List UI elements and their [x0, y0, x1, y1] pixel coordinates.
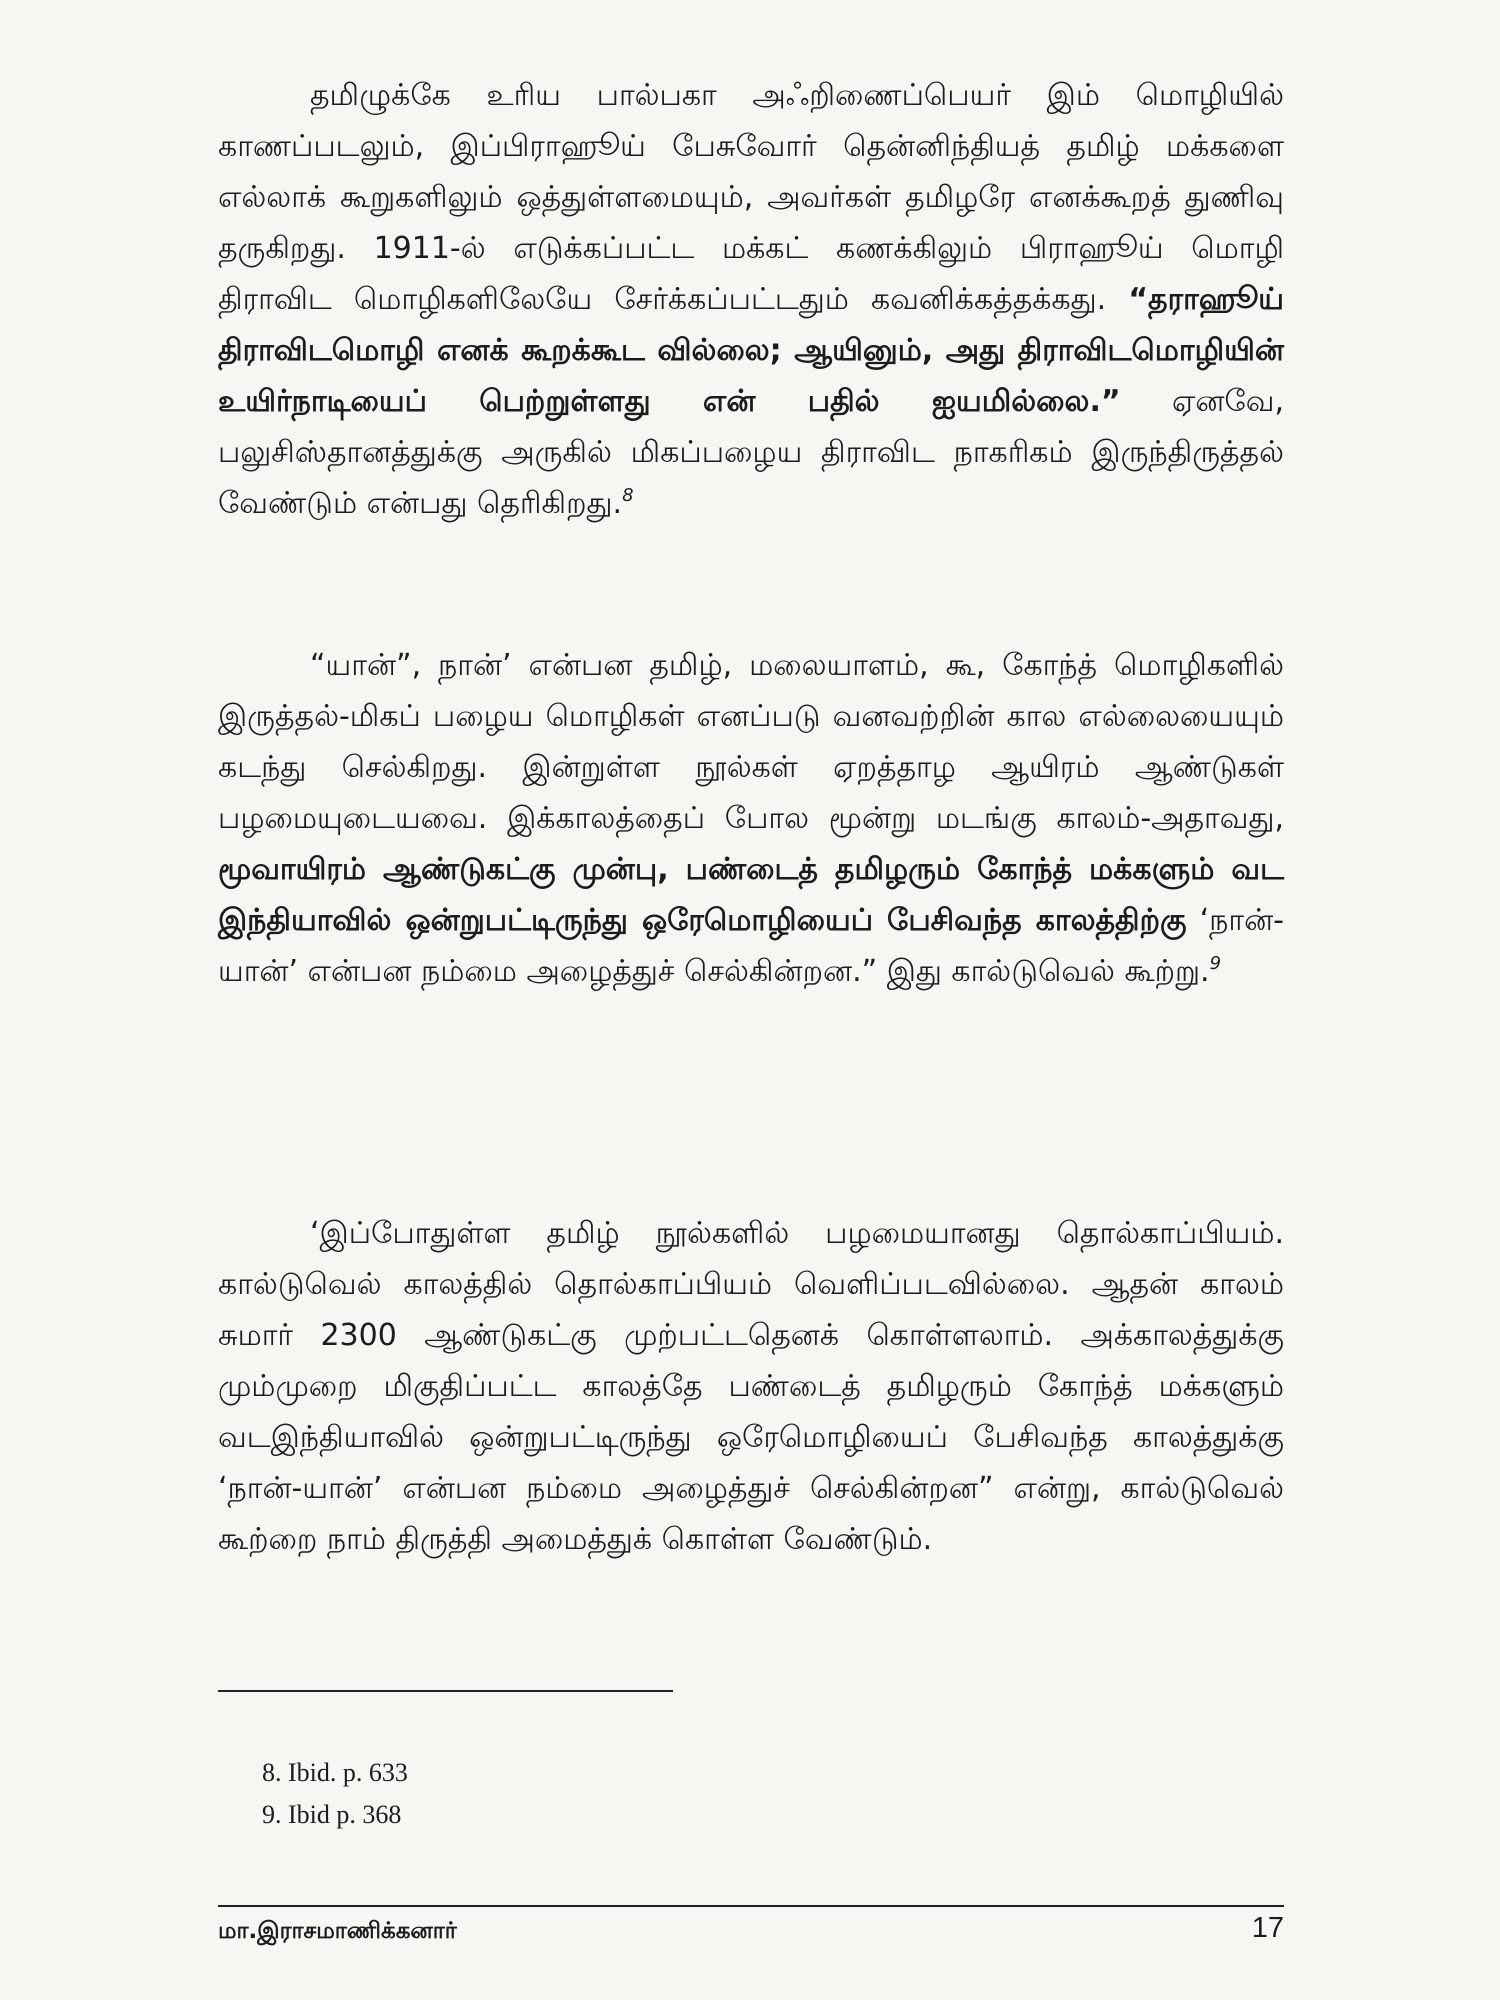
footer-author: மா.இராசமாணிக்கனார் — [218, 1918, 457, 1944]
paragraph-2 — [218, 640, 1284, 997]
footer-divider — [218, 1905, 1284, 1907]
footnote-9: 9. Ibid p. 368 — [262, 1800, 402, 1829]
paragraph-3-text: ‘இப்போதுள்ள தமிழ் நூல்களில் பழமையானது தொல்காப்பியம். கால்டுவெல் காலத்தில் தொல்காப்பியம் வெளிப்படவில்லை. ஆதன் காலம் சுமார் 2300 ஆண்டுகட்கு முற்பட்டதெனக் கொள்ளலாம். அக்காலத்துக்கு மும்முறை மிகுதிப்பட்ட காலத்தே பண்டைத் தமிழரும் கோந்த் மக்களும் வடஇந்தியாவில் ஒன்றுபட்டிருந்து ஒரேமொழியைப் பேசிவந்த காலத்துக்கு ‘நான்-யான்’ என்பன நம்மை அழைத்துச் செல்கின்றன” என்று, கால்டுவெல் கூற்றை நாம் திருத்தி அமைத்துக் கொள்ள வேண்டும். — [218, 1216, 1284, 1557]
footnote-divider — [218, 1690, 673, 1692]
paragraph-3 — [218, 1208, 1284, 1565]
paragraph-2-text-a: “யான்”, நான்’ என்பன தமிழ், மலையாளம், கூ, கோந்த் மொழிகளில் இருத்தல்-மிகப் பழைய மொழிகள் எனப்படு வனவற்றின் கால எல்லையையும் கடந்து செல்கிறது. இன்றுள்ள நூல்கள் ஏறத்தாழ ஆயிரம் ஆண்டுகள் பழமையுடையவை. இக்காலத்தைப் போல மூன்று மடங்கு காலம்-அதாவது, — [218, 648, 1284, 836]
paragraph-1 — [218, 70, 1284, 529]
paragraph-1-text-b: ஏனவே, பலுசிஸ்தானத்துக்கு அருகில் மிகப்பழைய திராவிட நாகரிகம் இருந்திருத்தல் வேண்டும் என்பது தெரிகிறது. — [218, 384, 1284, 521]
paragraph-2-bold-text: மூவாயிரம் ஆண்டுகட்கு முன்பு, பண்டைத் தமிழரும் கோந்த் மக்களும் வட இந்தியாவில் ஒன்றுபட்டிருந்து ஒரேமொழியைப் பேசிவந்த காலத்திற்கு — [218, 852, 1284, 938]
paragraph-1-text-a: தமிழுக்கே உரிய பால்பகா அஃறிணைப்பெயர் இம் மொழியில் காணப்படலும், இப்பிராஹூய் பேசுவோர் தென்னிந்தியத் தமிழ் மக்களை எல்லாக் கூறுகளிலும் ஒத்துள்ளமையும், அவர்கள் தமிழரே எனக்கூறத் துணிவு தருகிறது. 1911-ல் எடுக்கப்பட்ட மக்கட் கணக்கிலும் பிராஹூய் மொழி திராவிட மொழிகளிலேயே சேர்க்கப்பட்டதும் கவனிக்கத்தக்கது. — [218, 78, 1284, 317]
footnote-8: 8. Ibid. p. 633 — [262, 1758, 408, 1787]
footnote-ref-8: 8 — [622, 485, 634, 506]
paragraph-2-text-b: ‘நான்-யான்’ என்பன நம்மை அழைத்துச் செல்கின்றன.” இது கால்டுவெல் கூற்று. — [218, 903, 1284, 989]
footnote-ref-9: 9 — [1209, 953, 1222, 974]
paragraph-1-bold-quote: “தராஹூய் திராவிடமொழி எனக் கூறக்கூட வில்லை; ஆயினும், அது திராவிடமொழியின் உயிர்நாடியைப் பெற்றுள்ளது என் பதில் ஐயமில்லை.” — [218, 282, 1284, 419]
page-number: 17 — [1251, 1912, 1284, 1944]
